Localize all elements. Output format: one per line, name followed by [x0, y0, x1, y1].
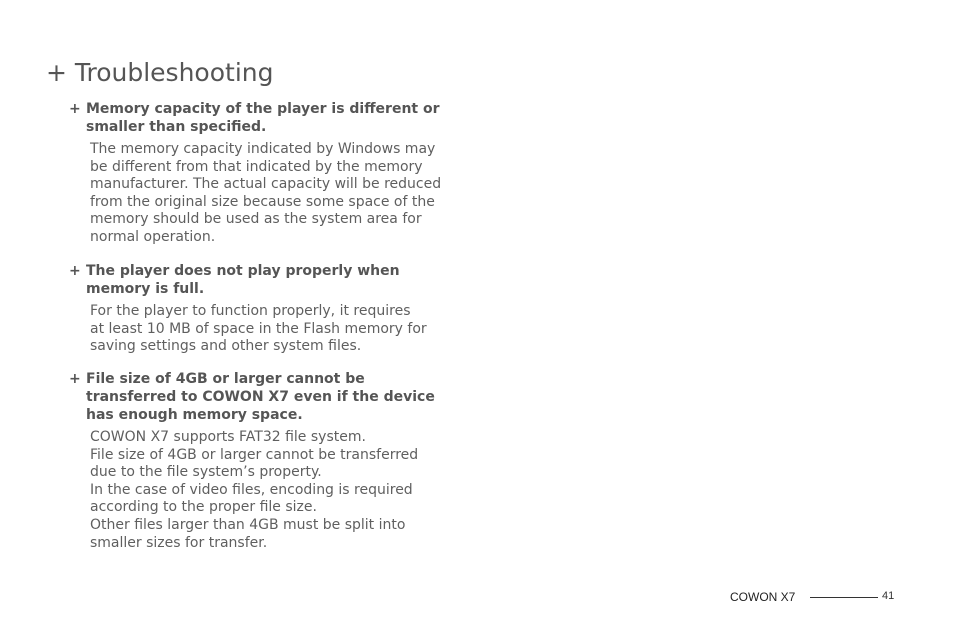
answer-line: COWON X7 supports FAT32 file system. [90, 429, 366, 445]
question-line: has enough memory space. [86, 407, 303, 423]
faq-answer [90, 429, 468, 552]
faq-item-memory-capacity [68, 100, 468, 247]
question-line: memory is full. [86, 281, 205, 297]
answer-line: memory should be used as the system area for [90, 211, 422, 228]
answer-line: manufacturer. The actual capacity will be reduced [90, 176, 442, 193]
faq-question [68, 100, 468, 136]
answer-line: normal operation. [90, 228, 216, 245]
question-line: transferred to COWON X7 even if the device [86, 389, 435, 405]
plus-bullet-icon: + [69, 371, 81, 387]
faq-item-memory-full [68, 262, 468, 356]
question-line: smaller than specified. [86, 119, 267, 135]
answer-line: smaller sizes for transfer. [90, 534, 268, 551]
answer-line: according to the proper file size. [90, 499, 317, 516]
plus-bullet-icon: + [69, 101, 81, 117]
answer-line: In the case of video files, encoding is required [90, 481, 413, 498]
question-line: Memory capacity of the player is different or [86, 101, 440, 117]
faq-question [68, 262, 468, 298]
answer-line: saving settings and other system files. [90, 338, 362, 355]
answer-line: be different from that indicated by the memory [90, 158, 423, 175]
page-number: 41 [882, 590, 895, 602]
footer-divider [810, 597, 878, 598]
answer-line: due to the file system’s property. [90, 464, 322, 481]
answer-line: File size of 4GB or larger cannot be transferred [90, 446, 419, 463]
plus-bullet-icon: + [69, 263, 81, 279]
answer-line: For the player to function properly, it requires [90, 303, 411, 319]
faq-answer [90, 303, 468, 356]
faq-item-file-size [68, 370, 468, 552]
faq-answer [90, 141, 468, 247]
footer-brand: COWON X7 [730, 590, 796, 604]
answer-line: The memory capacity indicated by Windows may [90, 141, 436, 157]
answer-line: from the original size because some space of the [90, 193, 435, 210]
answer-line: Other files larger than 4GB must be split into [90, 516, 406, 533]
question-line: The player does not play properly when [86, 263, 400, 279]
answer-line: at least 10 MB of space in the Flash memory for [90, 320, 427, 337]
faq-question [68, 370, 468, 424]
question-line: File size of 4GB or larger cannot be [86, 371, 365, 387]
page-title: + Troubleshooting [46, 58, 274, 87]
